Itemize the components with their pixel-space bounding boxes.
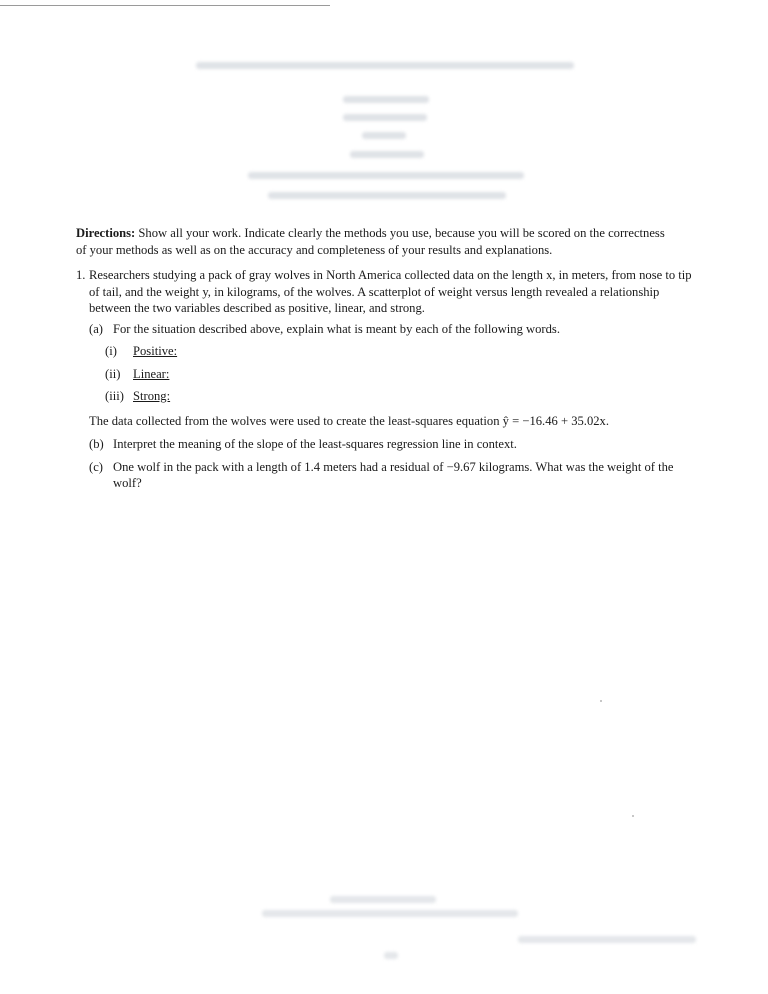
directions-text: Show all your work. Indicate clearly the methods you use, because you will be scored on the correctness of your methods as well as on the accuracy and completeness of your results and explanations. [76,226,665,257]
item-label: (ii) [105,366,121,381]
question-number: 1. [76,268,86,282]
scan-speck [632,815,634,817]
directions-label: Directions: [76,226,136,240]
part-a-text: For the situation described above, explain what is meant by each of the following words. [113,321,560,336]
part-c-label: (c) [89,459,103,474]
part-b [89,436,696,453]
regression-statement: The data collected from the wolves were used to create the least-squares equation ŷ = −16.46 + 35.02x. [89,413,609,428]
scan-speck [600,700,602,702]
item-word: Positive: [133,344,178,358]
part-a [89,321,696,338]
part-c [89,459,696,492]
part-a-label: (a) [89,321,103,336]
item-word: Linear: [133,366,170,381]
part-a-item-positive [105,343,696,360]
part-b-text: Interpret the meaning of the slope of the least-squares regression line in context. [113,437,517,451]
part-a-item-strong [105,388,696,405]
item-word: Strong: [133,389,171,403]
part-c-text: One wolf in the pack with a length of 1.4 meters had a residual of −9.67 kilograms. What was the weight of the wolf? [113,459,674,490]
directions-paragraph [76,225,676,258]
item-label: (i) [105,344,117,358]
scan-edge-line [0,5,330,6]
item-label: (iii) [105,389,124,403]
question-intro: Researchers studying a pack of gray wolves in North America collected data on the length x, in meters, from nose to tip of tail, and the weight y, in kilograms, of the wolves. A scatterplot of weight versus length revealed a relationship between the two variables described as positive, linear, and strong. [89,268,692,315]
part-b-label: (b) [89,437,104,451]
part-a-item-linear [105,366,696,383]
question-1 [76,267,696,492]
